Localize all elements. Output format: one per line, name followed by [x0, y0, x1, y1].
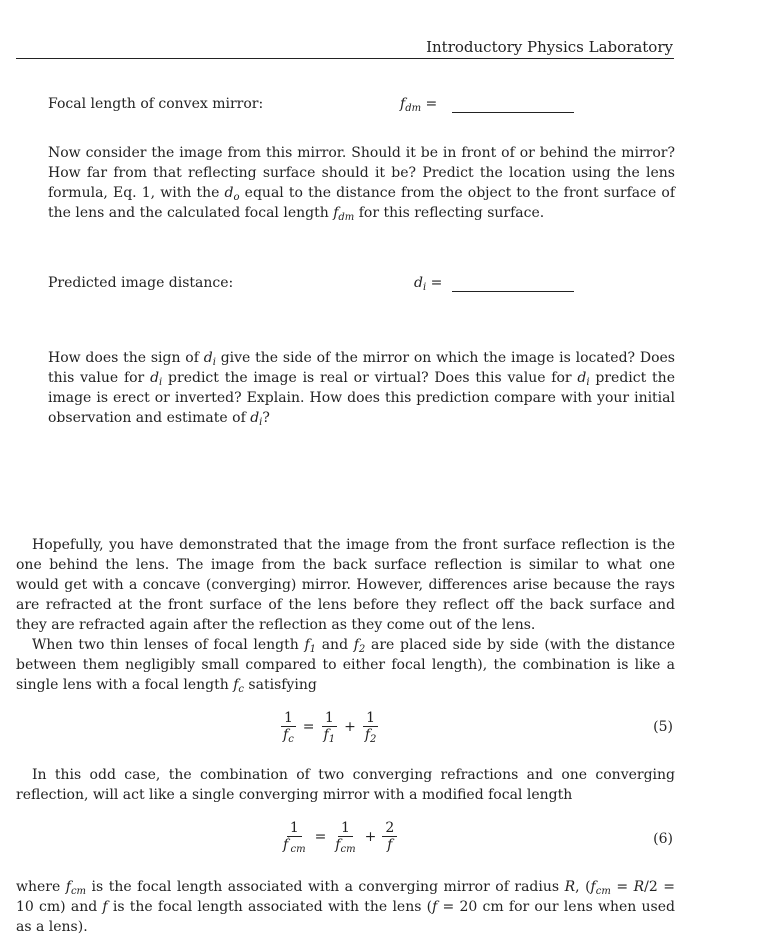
where-paragraph: where $f_{cm}$ is the focal length associated with a converging mirror of radius R, ($f_{cm} = R/2 = 10$ cm) and f is the focal length associated with the lens (f = 20 cm for our lens when used as a lens).: [16, 879, 675, 935]
odd-case-paragraph: In this odd case, the combination of two converging refractions and one converging reflection, will act like a single converging mirror with a modified focal length: [16, 767, 675, 803]
focal-length-label: Focal length of convex mirror:: [48, 96, 264, 112]
focal-length-row: [48, 96, 675, 118]
equation-5-number: (5): [653, 719, 673, 735]
focal-length-symbol: $f_{dm}$ =: [400, 96, 438, 114]
equation-6: $\frac{1}{f'_{cm}}$ = $\frac{1}{f_{cm}}$ + $\frac{2}{f}$: [280, 820, 397, 853]
image-distance-row: [48, 275, 675, 297]
equation-6-number: (6): [653, 831, 673, 847]
focal-length-answer-blank[interactable]: [452, 112, 574, 113]
explanation-paragraph: Hopefully, you have demonstrated that the image from the front surface reflection is the one behind the lens. The image from the back surface reflection is similar to what one would get with a concave (converging) mirror. However, differences arise because the rays are refracted at the front surface of the lens before they reflect off the back surface and they are refracted again after the reflection as they come out of the lens. When two thin lenses of focal length $f_1$ and $f_2$ are placed side by side (with the distance between them negligibly small compared to either focal length), the combination is like a single lens with a focal length $f_c$ satisfying: [16, 537, 675, 695]
image-distance-symbol: $d_i$ =: [414, 275, 443, 293]
header-rule: [16, 58, 674, 59]
image-distance-label: Predicted image distance:: [48, 275, 234, 291]
running-head: Introductory Physics Laboratory: [426, 38, 673, 56]
image-distance-answer-blank[interactable]: [452, 291, 574, 292]
consider-paragraph: Now consider the image from this mirror. Should it be in front of or behind the mirror? How far from that reflecting surface should it be? Predict the location using the lens formula, Eq. 1, with the $d_o$ equal to the distance from the object to the front surface of the lens and the calculated focal length $f_{dm}$ for this reflecting surface.: [48, 145, 675, 223]
sign-question-paragraph: How does the sign of $d_i$ give the side of the mirror on which the image is located? Does this value for $d_i$ predict the image is real or virtual? Does this value for $d_i$ predict the image is erect or inverted? Explain. How does this prediction compare with your initial observation and estimate of $d_i$?: [48, 350, 675, 428]
equation-5: $\frac{1}{f_c}$ = $\frac{1}{f_1}$ + $\frac{1}{f_2}$: [280, 710, 379, 743]
two-lenses-paragraph: When two thin lenses of focal length $f_1$ and $f_2$ are placed side by side (with the distance between them negligibly small compared to either focal length), the combination is like a single lens with a focal length $f_c$ satisfying: [16, 637, 675, 695]
